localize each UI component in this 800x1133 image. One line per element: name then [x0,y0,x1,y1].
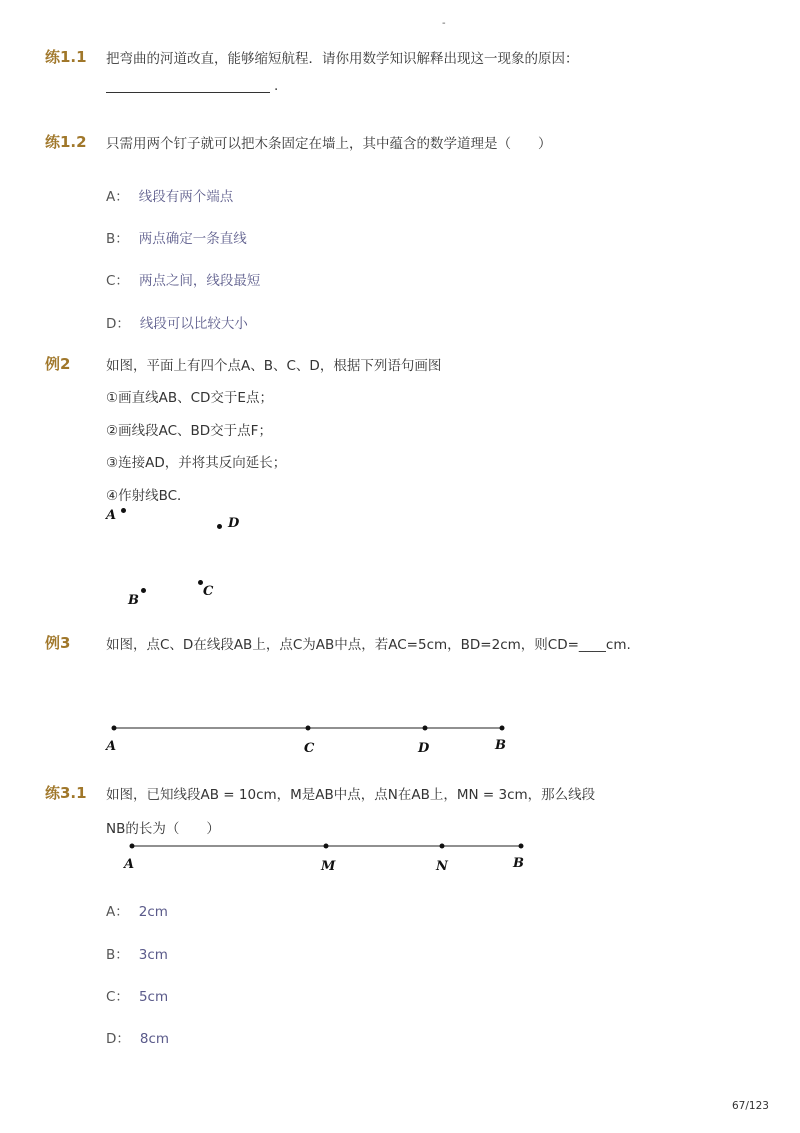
point-c [306,726,311,731]
point-b [141,588,146,593]
point-label-m: M [321,859,336,874]
example-step-2: ②画线段AC、BD交于点F； [106,423,272,439]
option-d-1-2[interactable] [106,312,248,332]
option-a-1-2[interactable] [106,185,233,205]
example-text-3: 如图，点C、D在线段AB上，点C为AB中点，若AC=5cm，BD=2cm，则CD=____cm. [106,637,631,653]
example-step-1: ①画直线AB、CD交于E点； [106,390,273,406]
question-text-1-1: 把弯曲的河道改直，能够缩短航程．请你用数学知识解释出现这一现象的原因： [106,51,579,67]
point-label-d: D [228,516,240,531]
point-label-b: B [513,856,524,871]
option-text: 两点确定一条直线 [138,231,247,247]
answer-end-punct-1-1: . [274,78,279,94]
point-label-c: C [304,741,315,756]
option-d-3-1[interactable] [106,1027,169,1047]
header-mark: - [442,18,446,29]
point-label-a: A [124,857,135,872]
point-label-b: B [495,738,506,753]
option-letter: A： [106,904,129,920]
option-text: 3cm [138,947,168,963]
option-letter: C： [106,273,129,289]
question-label-3-1: 练3.1 [45,784,87,802]
option-c-1-2[interactable] [106,269,260,289]
option-a-3-1[interactable] [106,900,168,920]
answer-blank-1-1 [106,92,270,93]
example-label-3: 例3 [45,634,71,652]
point-b [519,844,524,849]
option-text: 8cm [139,1031,170,1047]
option-b-1-2[interactable] [106,227,247,247]
option-b-3-1[interactable] [106,943,168,963]
example-text-2: 如图，平面上有四个点A、B、C、D，根据下列语句画图 [106,358,442,374]
point-label-c: C [203,584,214,599]
option-c-3-1[interactable] [106,985,168,1005]
question-text-3-1-line1: 如图，已知线段AB = 10cm，M是AB中点，点N在AB上，MN = 3cm，那么线段 [106,787,596,803]
option-text: 线段可以比较大小 [139,316,248,332]
option-letter: D： [106,1031,130,1047]
point-label-n: N [436,859,448,874]
option-letter: C： [106,989,129,1005]
point-d [217,524,222,529]
question-label-1-2: 练1.2 [45,133,87,151]
option-text: 线段有两个端点 [138,189,234,205]
option-letter: B： [106,231,129,247]
point-a [121,508,126,513]
point-label-d: D [418,741,430,756]
point-m [324,844,329,849]
page-number: 67/123 [732,1100,769,1112]
point-label-a: A [106,508,117,523]
option-letter: A： [106,189,129,205]
option-text: 2cm [138,904,168,920]
point-label-b: B [128,593,139,608]
example-step-4: ④作射线BC． [106,488,191,504]
option-text: 5cm [138,989,169,1005]
point-b [500,726,505,731]
point-a [130,844,135,849]
point-label-a: A [106,739,117,754]
question-text-3-1-line2: NB的长为（ ） [106,821,220,837]
point-d [423,726,428,731]
option-letter: B： [106,947,129,963]
question-label-1-1: 练1.1 [45,48,87,66]
option-letter: D： [106,316,130,332]
option-text: 两点之间，线段最短 [138,273,261,289]
example-step-3: ③连接AD，并将其反向延长； [106,455,287,471]
question-text-1-2: 只需用两个钉子就可以把木条固定在墙上，其中蕴含的数学道理是（ ） [106,136,552,152]
point-n [440,844,445,849]
example-label-2: 例2 [45,355,71,373]
point-a [112,726,117,731]
